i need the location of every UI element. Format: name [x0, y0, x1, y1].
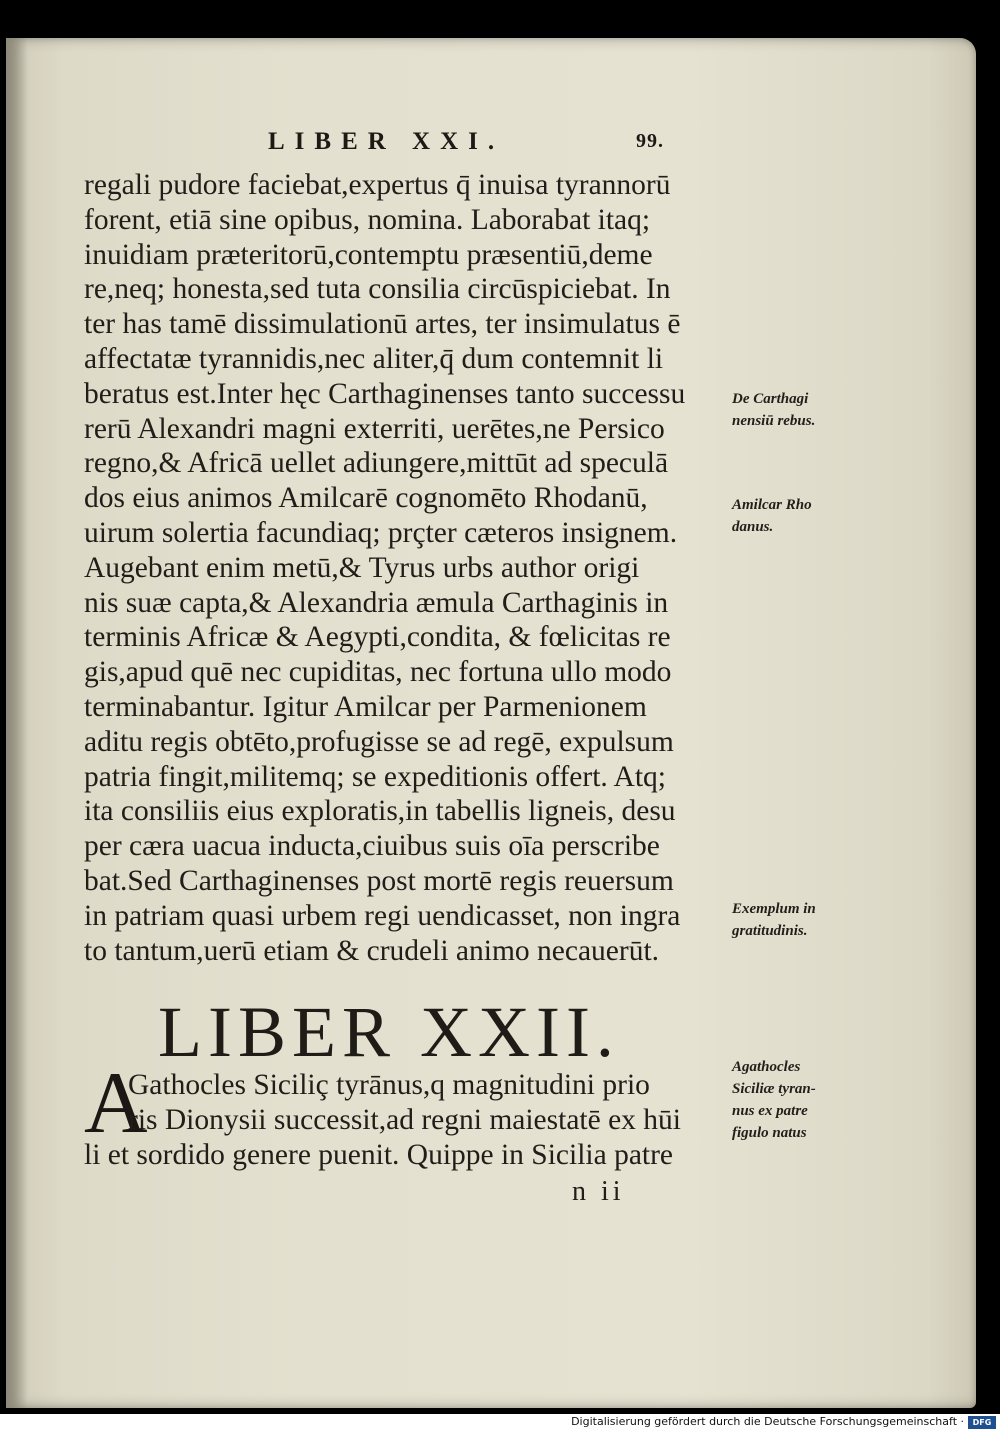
chapter-line: Gathocles Siciliç tyrānus,q magnitudini prio: [128, 1069, 650, 1101]
running-head: [268, 128, 688, 158]
running-head-title: LIBER XXI.: [268, 128, 505, 155]
margin-note-line: De Carthagi: [732, 391, 809, 407]
margin-note-line: nensiū rebus.: [732, 413, 816, 429]
margin-note-line: Agathocles: [732, 1059, 801, 1075]
funding-credit: Digitalisierung gefördert durch die Deutsche Forschungsgemeinschaft ·: [571, 1415, 964, 1428]
text-line: Augebant enim metū,& Tyrus urbs author origi: [84, 551, 640, 584]
text-line: ter has tamē dissimulationū artes, ter insimulatus ē: [84, 308, 681, 341]
body-text: [84, 168, 724, 968]
signature-mark: n ii: [572, 1176, 625, 1207]
margin-note-line: nus ex patre: [732, 1103, 808, 1119]
margin-note-agathocles: [732, 1056, 862, 1144]
chapter-opening: [84, 1055, 724, 1176]
text-line: patria fingit,militemq; se expeditionis offert. Atq;: [84, 760, 666, 793]
margin-note-line: Amilcar Rho: [732, 497, 812, 513]
text-line: regno,& Africā uellet adiungere,mittūt ad speculā: [84, 447, 669, 480]
footer-bar: [0, 1414, 1000, 1432]
text-line: gis,apud quē nec cupiditas, nec fortuna ullo modo: [84, 656, 672, 689]
page-gutter-shadow: [6, 38, 28, 1408]
margin-note-line: danus.: [732, 519, 774, 535]
text-line: regali pudore faciebat,expertus q̄ inuisa tyrannorū: [84, 169, 671, 201]
text-line: to tantum,uerū etiam & crudeli animo necauerūt.: [84, 934, 660, 967]
text-line: ita consiliis eius exploratis,in tabellis ligneis, desu: [84, 795, 676, 828]
text-line: rerū Alexandri magni exterriti, uerētes,ne Persico: [84, 412, 665, 445]
text-line: dos eius animos Amilcarē cognomēto Rhodanū,: [84, 482, 648, 515]
text-line: forent, etiā sine opibus, nomina. Laborabat itaq;: [84, 203, 651, 236]
drop-cap: A: [84, 1055, 148, 1152]
text-line: re,neq; honesta,sed tuta consilia circūspiciebat. In: [84, 273, 671, 306]
chapter-line: ris Dionysii successit,ad regni maiestatē ex hūi: [128, 1104, 681, 1136]
margin-note-amilcar: [732, 494, 862, 538]
text-line: aditu regis obtēto,profugisse se ad regē, expulsum: [84, 725, 674, 758]
text-line: inuidiam præteritorū,contemptu præsentiū,deme: [84, 238, 653, 271]
margin-note-carthage: [732, 388, 862, 432]
text-line: uirum solertia facundiaq; prçter cæteros insignem.: [84, 516, 678, 549]
text-line: nis suæ capta,& Alexandria æmula Carthaginis in: [84, 586, 669, 619]
text-line: affectatæ tyrannidis,nec aliter,q̄ dum contemnit li: [84, 342, 664, 375]
margin-note-line: gratitudinis.: [732, 923, 808, 939]
chapter-line: li et sordido genere puenit. Quippe in Sicilia patre: [84, 1139, 674, 1171]
folio-number: 99.: [636, 130, 664, 152]
margin-note-ingratitude: [732, 898, 862, 942]
text-line: terminis Africæ & Aegypti,condita, & fœlicitas re: [84, 621, 671, 654]
margin-note-line: Siciliæ tyran-: [732, 1081, 816, 1097]
text-line: terminabantur. Igitur Amilcar per Parmenionem: [84, 690, 647, 723]
margin-note-line: Exemplum in: [732, 901, 816, 917]
dfg-logo: DFG: [968, 1416, 996, 1429]
text-line: bat.Sed Carthaginenses post mortē regis reuersum: [84, 864, 674, 897]
text-line: per cæra uacua inducta,ciuibus suis oīa perscribe: [84, 830, 660, 863]
text-line: in patriam quasi urbem regi uendicasset, non ingra: [84, 899, 681, 932]
book-heading: LIBER XXII.: [158, 992, 620, 1072]
text-line: beratus est.Inter hęc Carthaginenses tanto successu: [84, 377, 686, 410]
margin-note-line: figulo natus: [732, 1125, 807, 1141]
